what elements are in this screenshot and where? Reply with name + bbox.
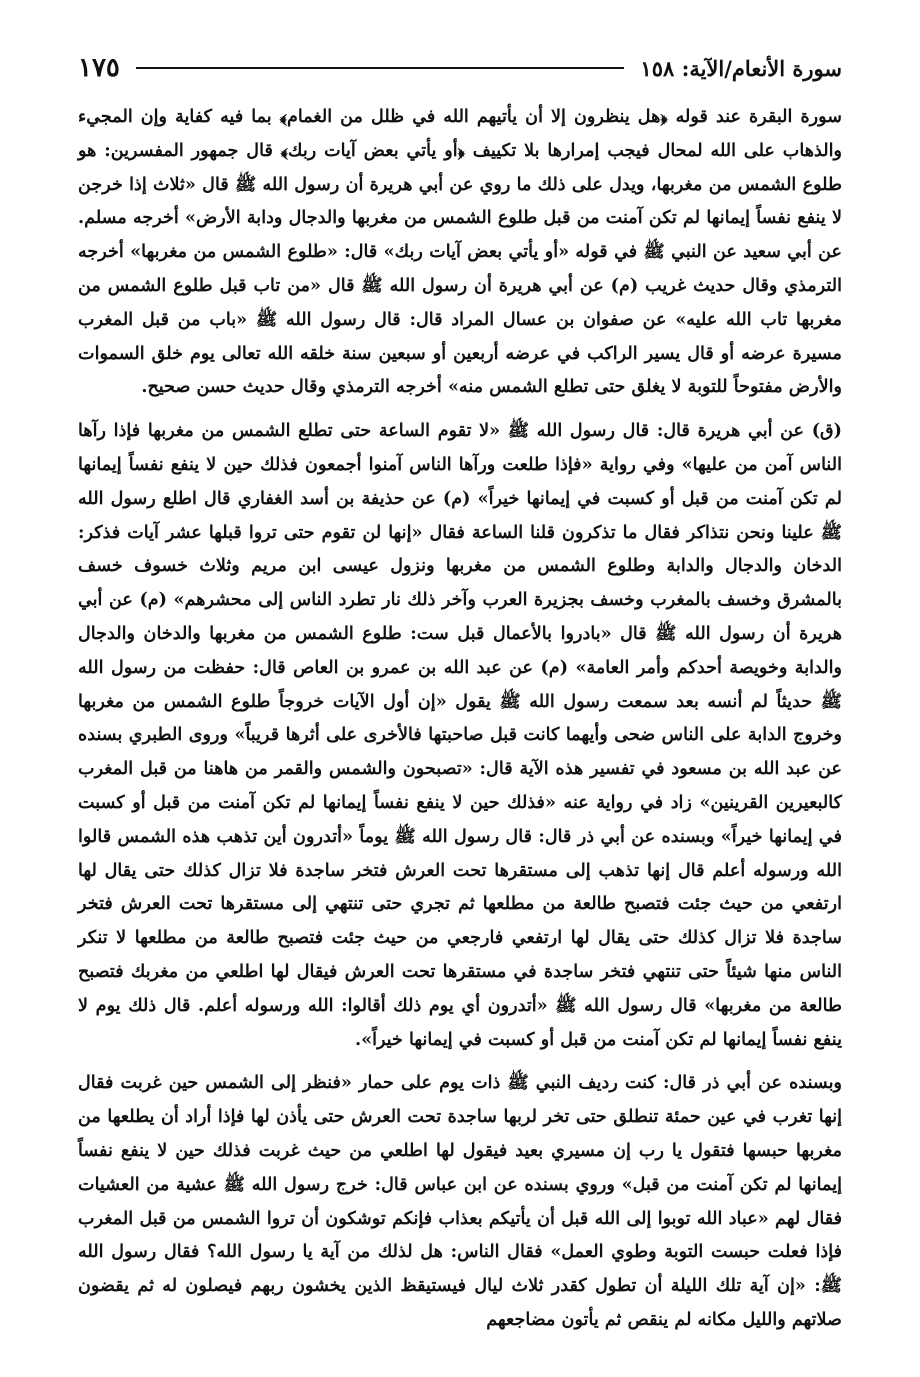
page-body bbox=[78, 100, 842, 1337]
chapter-reference: سورة الأنعام/الآية: ١٥٨ bbox=[640, 55, 842, 81]
paragraph: وبسنده عن أبي ذر قال: كنت رديف النبي ﷺ ذات يوم على حمار «فنظر إلى الشمس حين غربت فقال إنها تغرب في عين حمئة تنطلق حتى تخر لربها ساجدة تحت العرش حتى يأذن لها فإذا أراد أن يطلعها من مغربها حبسها فتقول يا رب إن مسيري بعيد فيقول لها اطلعي من حيث غربت فذلك حين لا ينفع نفساً إيمانها لم تكن آمنت من قبل» وروي بسنده عن ابن عباس قال: خرج رسول الله ﷺ عشية من العشيات فقال لهم «عباد الله توبوا إلى الله قبل أن يأتيكم بعذاب فإنكم توشكون أن تروا الشمس من قبل المغرب فإذا فعلت حبست التوبة وطوي العمل» فقال الناس: هل لذلك من آية يا رسول الله؟ فقال رسول الله ﷺ: «إن آية تلك الليلة أن تطول كقدر ثلاث ليال فيستيقظ الذين يخشون ربهم فيصلون له ثم يقضون صلاتهم والليل مكانه لم ينقص ثم يأتون مضاجعهم bbox=[78, 1072, 842, 1330]
page-header bbox=[78, 48, 842, 88]
header-rule bbox=[136, 67, 625, 69]
page-number: ١٧٥ bbox=[78, 53, 120, 83]
paragraph: سورة البقرة عند قوله ﴿هل ينظرون إلا أن يأتيهم الله في ظلل من الغمام﴾ بما فيه كفاية وإن المجيء والذهاب على الله لمحال فيجب إمرارها بلا تكييف ﴿أو يأتي بعض آيات ربك﴾ قال جمهور المفسرين: هو طلوع الشمس من مغربها، ويدل على ذلك ما روي عن أبي هريرة أن رسول الله ﷺ قال «ثلاث إذا خرجن لا ينفع نفساً إيمانها لم تكن آمنت من قبل طلوع الشمس من مغربها والدجال ودابة الأرض» أخرجه مسلم. عن أبي سعيد عن النبي ﷺ في قوله «أو يأتي بعض آيات ربك» قال: «طلوع الشمس من مغربها» أخرجه الترمذي وقال حديث غريب (م) عن أبي هريرة أن رسول الله ﷺ قال «من تاب قبل طلوع الشمس من مغربها تاب الله عليه» عن صفوان بن عسال المراد قال: قال رسول الله ﷺ «باب من قبل المغرب مسيرة عرضه أو قال يسير الراكب في عرضه أربعين أو سبعين سنة خلقه الله تعالى يوم خلق السموات والأرض مفتوحاً للتوبة لا يغلق حتى تطلع الشمس منه» أخرجه الترمذي وقال حديث حسن صحيح. bbox=[78, 106, 842, 398]
paragraph: (ق) عن أبي هريرة قال: قال رسول الله ﷺ «لا تقوم الساعة حتى تطلع الشمس من مغربها فإذا رآها الناس آمن من عليها» وفي رواية «فإذا طلعت ورآها الناس آمنوا أجمعون فذلك حين لا ينفع نفساً إيمانها لم تكن آمنت من قبل أو كسبت في إيمانها خيراً» (م) عن حذيفة بن أسد الغفاري قال اطلع رسول الله ﷺ علينا ونحن نتذاكر فقال ما تذكرون قلنا الساعة فقال «إنها لن تقوم حتى تروا قبلها عشر آيات فذكر: الدخان والدجال والدابة وطلوع الشمس من مغربها ونزول عيسى ابن مريم وثلاث خسوف خسف بالمشرق وخسف بالمغرب وخسف بجزيرة العرب وآخر ذلك نار تطرد الناس إلى محشرهم» (م) عن أبي هريرة أن رسول الله ﷺ قال «بادروا بالأعمال قبل ست: طلوع الشمس من مغربها والدخان والدجال والدابة وخويصة أحدكم وأمر العامة» (م) عن عبد الله بن عمرو بن العاص قال: حفظت من رسول الله ﷺ حديثاً لم أنسه بعد سمعت رسول الله ﷺ يقول «إن أول الآيات خروجاً طلوع الشمس من مغربها وخروج الدابة على الناس ضحى وأيهما كانت قبل صاحبتها فالأخرى على أثرها قريباً» وروى الطبري بسنده عن عبد الله بن مسعود في تفسير هذه الآية قال: «تصبحون والشمس والقمر من هاهنا من قبل المغرب كالبعيرين القرينين» زاد في رواية عنه «فذلك حين لا ينفع نفساً إيمانها لم تكن آمنت من قبل أو كسبت في إيمانها خيراً» وبسنده عن أبي ذر قال: قال رسول الله ﷺ يوماً «أتدرون أين تذهب هذه الشمس قالوا الله ورسوله أعلم قال إنها تذهب إلى مستقرها تحت العرش فتخر ساجدة فلا تزال كذلك حتى يقال لها ارتفعي من حيث جئت فتصبح طالعة من مطلعها ثم تجري حتى تنتهي إلى مستقرها تحت العرش فتخر ساجدة فلا تزال كذلك حتى يقال لها ارتفعي فارجعي من حيث جئت فتصبح طالعة من مطلعها لا تنكر الناس منها شيئاً حتى تنتهي فتخر ساجدة في مستقرها تحت العرش فيقال لها اطلعي من مغربك فتصبح طالعة من مغربها» قال رسول الله ﷺ «أتدرون أي يوم ذلك أقالوا: الله ورسوله أعلم. قال ذلك يوم لا ينفع نفساً إيمانها لم تكن آمنت من قبل أو كسبت في إيمانها خيراً». bbox=[78, 420, 842, 1050]
